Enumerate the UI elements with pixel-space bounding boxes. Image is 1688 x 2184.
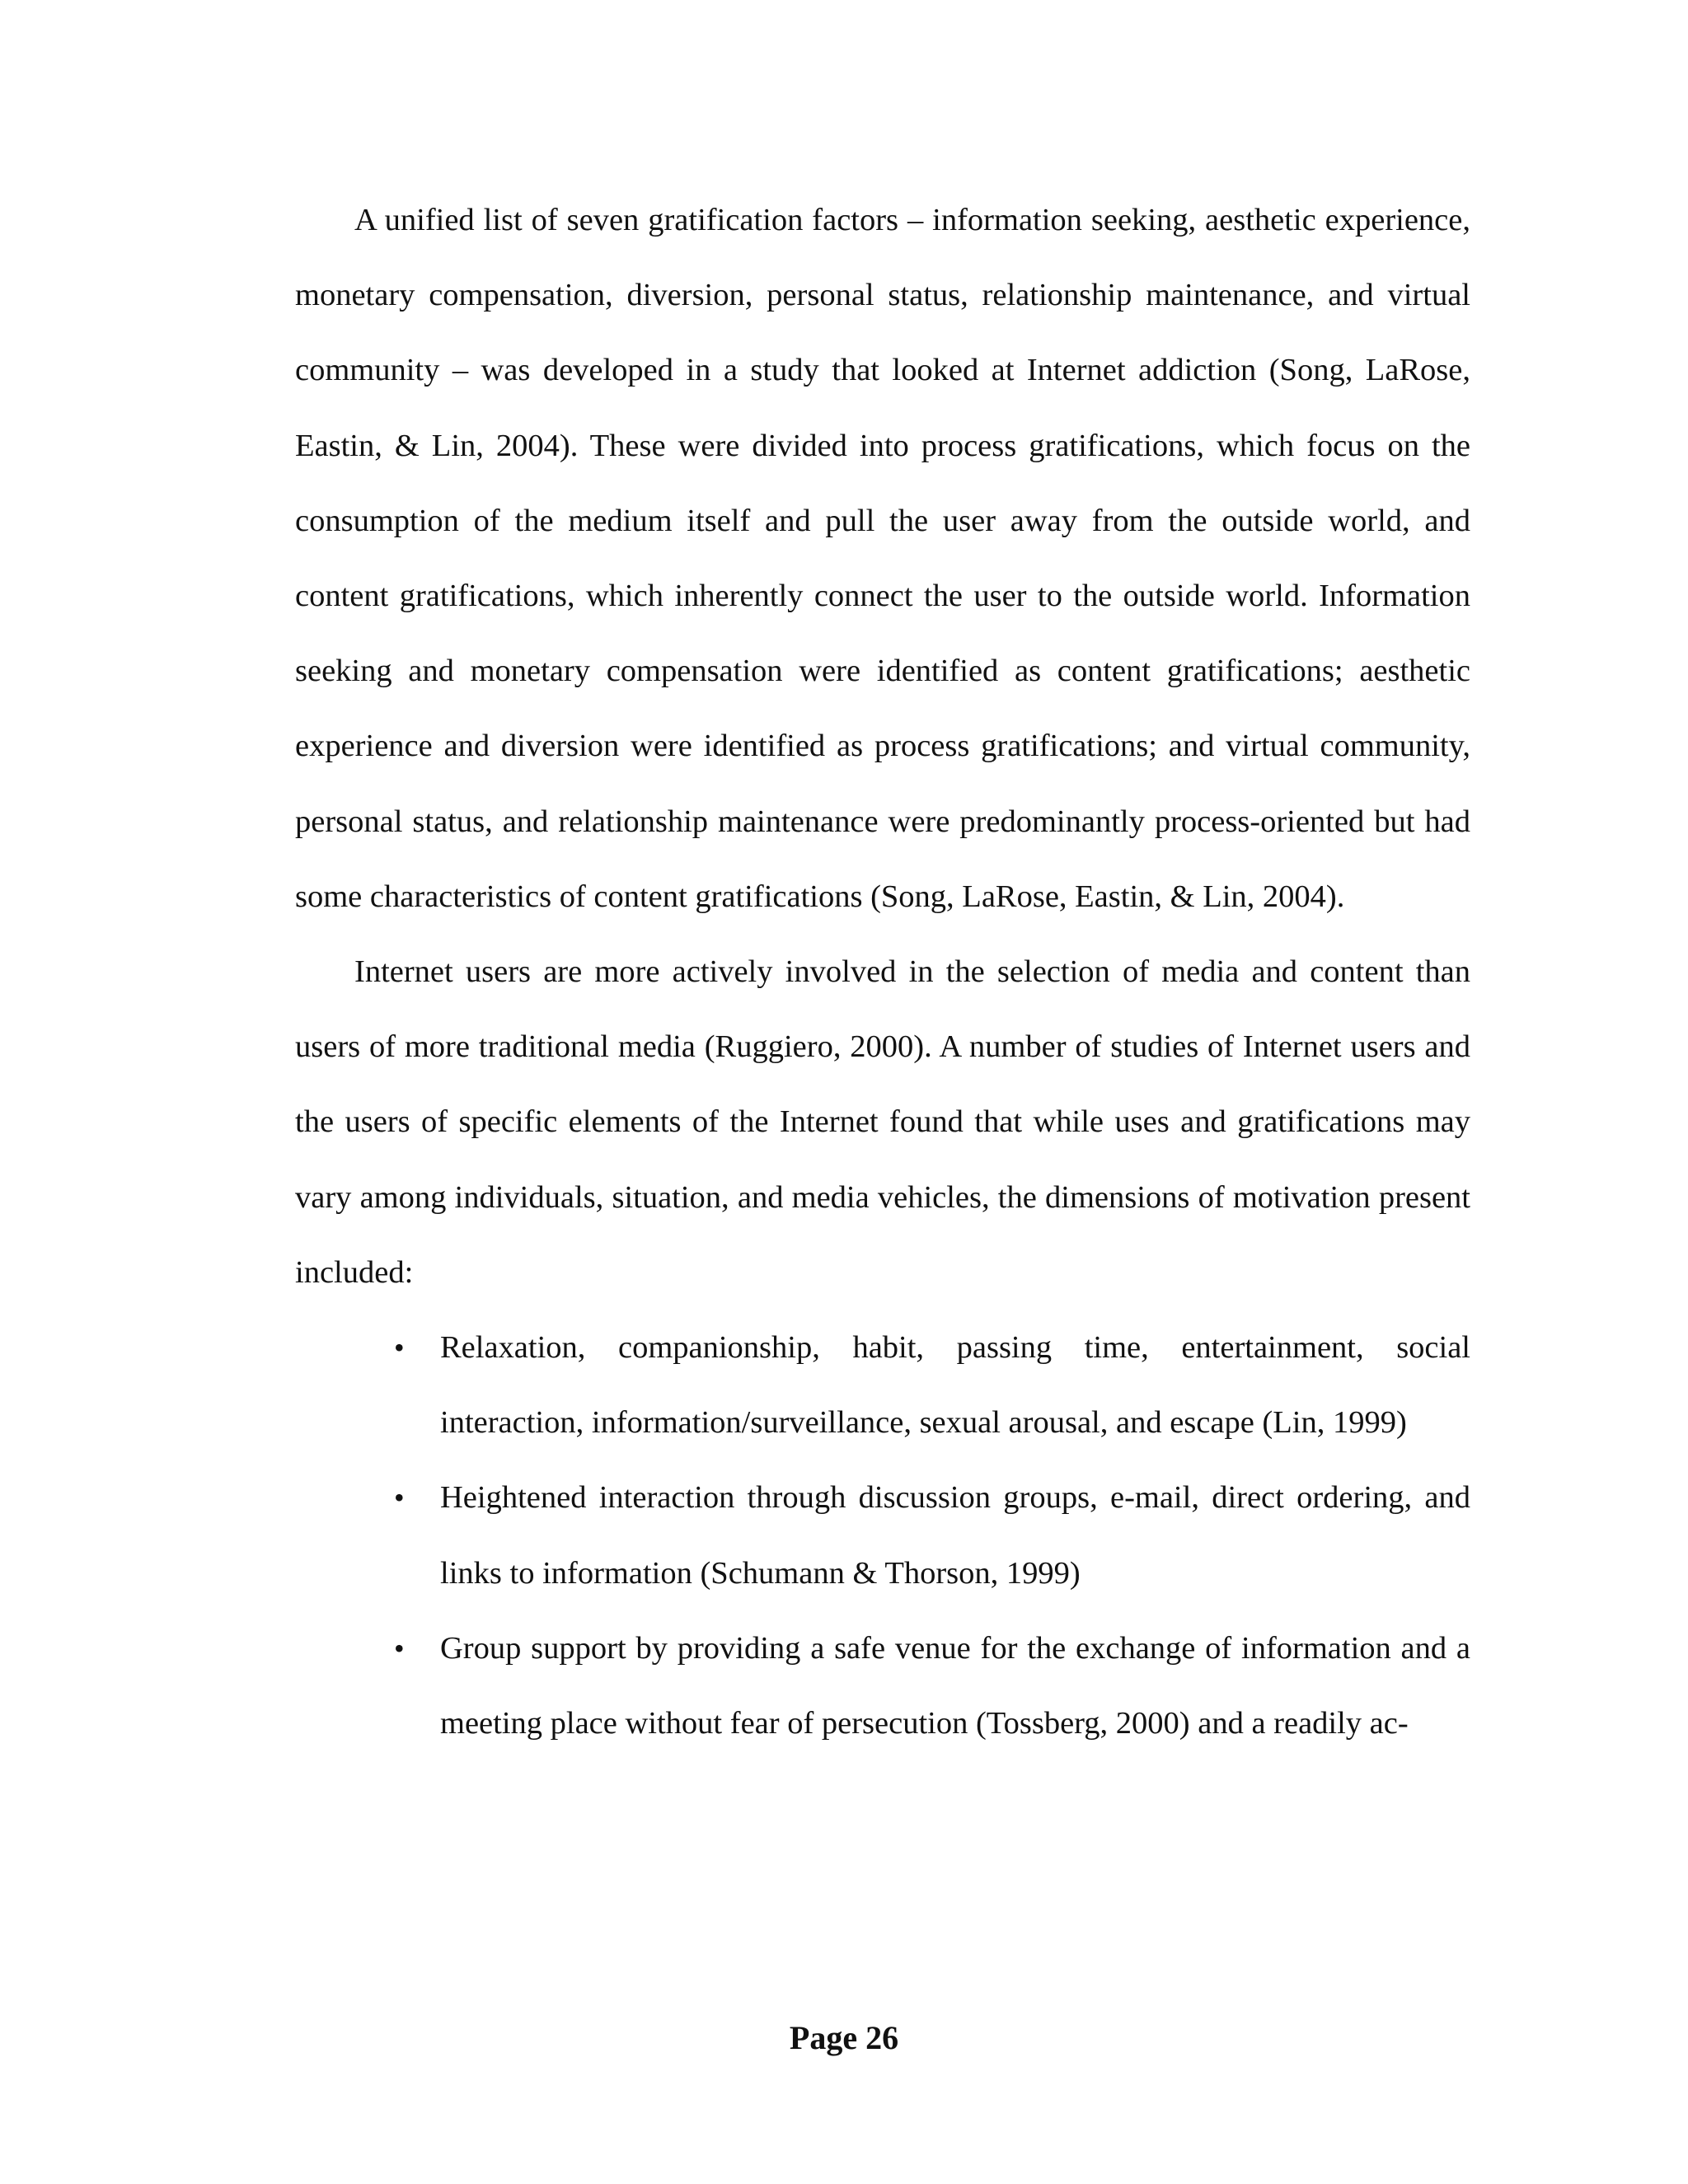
body-text [295,183,1470,1761]
page-number: Page 26 [789,2019,899,2056]
paragraph-gratification-factors: A unified list of seven gratification factors – information seeking, aesthetic experience, monetary compensation, diversion, personal status, relationship maintenance, and virtual community – was developed in a study that looked at Internet addiction (Song, LaRose, Eastin, & Lin, 2004). These were divided into process gratifications, which focus on the consumption of the medium itself and pull the user away from the outside world, and content gratifications, which inherently connect the user to the outside world. Information seeking and monetary compensation were identified as content gratifications; aesthetic experience and diversion were identified as process gratifications; and virtual community, personal status, and relationship maintenance were predominantly process-oriented but had some characteristics of content gratifications (Song, LaRose, Eastin, & Lin, 2004). [295,203,1470,914]
motivation-bullet-list [295,1310,1470,1761]
list-item-text: Heightened interaction through discussion groups, e-mail, direct ordering, and links to information (Schumann & Thorson, 1999) [440,1480,1470,1591]
bullet-icon: • [394,1631,405,1665]
paragraph-internet-users: Internet users are more actively involved in the selection of media and content than users of more traditional media (Ruggiero, 2000). A number of studies of Internet users and the users of specific elements of the Internet found that while uses and gratifications may vary among individuals, situation, and media vehicles, the dimensions of motivation present included: [295,954,1470,1290]
bullet-icon: • [394,1481,405,1515]
bullet-icon: • [394,1331,405,1365]
list-item [394,1611,1470,1761]
list-item [394,1310,1470,1460]
list-item [394,1460,1470,1610]
list-item-text: Group support by providing a safe venue for the exchange of information and a meeting place without fear of persecution (Tossberg, 2000) and a readily ac- [440,1630,1470,1741]
list-item-text: Relaxation, companionship, habit, passing time, entertainment, social interaction, information/surveillance, sexual arousal, and escape (Lin, 1999) [440,1330,1470,1441]
